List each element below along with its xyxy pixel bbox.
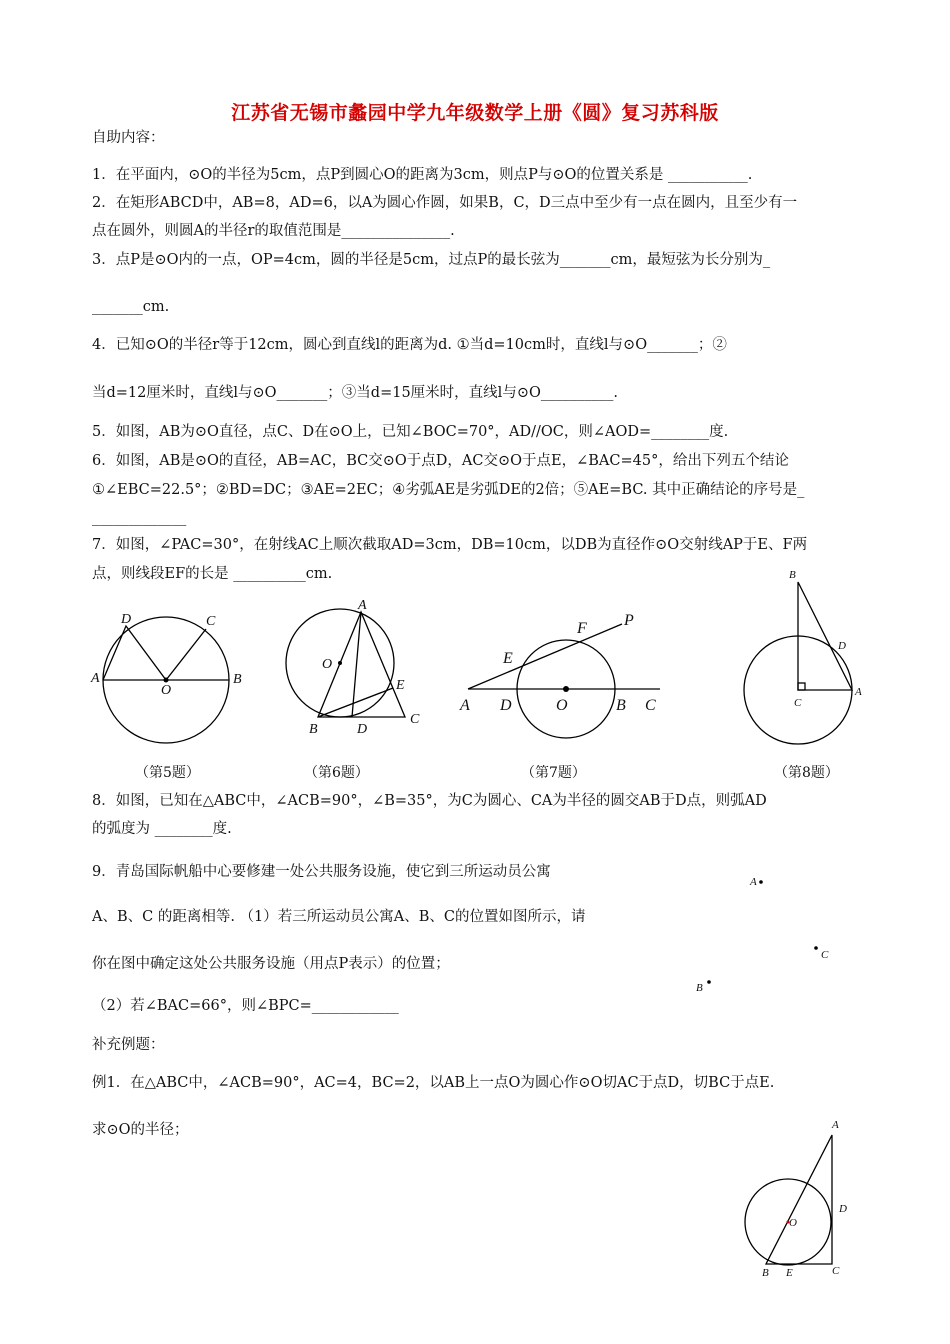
question-4-line-1: 4．已知⊙O的半径r等于12cm，圆心到直线l的距离为d. ①当d=10cm时，直线l与⊙O_______；② bbox=[92, 337, 727, 353]
question-2-line-2: 点在圆外，则圆A的半径r的取值范围是_______________. bbox=[92, 223, 455, 239]
fig8-label-d: D bbox=[838, 640, 846, 652]
fig9-label-c: C bbox=[821, 949, 829, 961]
fig5-label-d: D bbox=[121, 612, 132, 627]
question-8-line-1: 8．如图，已知在△ABC中，∠ACB=90°，∠B=35°，为C为圆心、CA为半径的圆交AB于D点，则弧AD bbox=[92, 793, 767, 809]
ex-label-b: B bbox=[762, 1267, 769, 1279]
fig7-label-a: A bbox=[460, 697, 470, 714]
fig9-label-b: B bbox=[696, 982, 703, 994]
question-8-line-2: 的弧度为 ________度. bbox=[92, 821, 232, 837]
caption-fig7: （第7题） bbox=[521, 765, 586, 781]
fig7-label-c: C bbox=[645, 697, 656, 714]
fig7-label-f: F bbox=[577, 620, 587, 637]
question-9-line-1: 9．青岛国际帆船中心要修建一处公共服务设施，使它到三所运动员公寓 bbox=[92, 864, 551, 880]
fig6-label-d: D bbox=[357, 722, 368, 737]
fig8-label-b: B bbox=[789, 569, 796, 581]
document-title: 江苏省无锡市蠡园中学九年级数学上册《圆》复习苏科版 bbox=[231, 102, 719, 124]
example-1-line-2: 求⊙O的半径； bbox=[92, 1122, 189, 1138]
fig7-label-o: O bbox=[556, 697, 568, 714]
fig9-point-b bbox=[707, 980, 711, 984]
question-6-line-1: 6．如图，AB是⊙O的直径，AB=AC，BC交⊙O于点D，AC交⊙O于点E，∠BAC=45°，给出下列五个结论 bbox=[92, 453, 789, 469]
question-1: 1．在平面内，⊙O的半径为5cm，点P到圆心O的距离为3cm，则点P与⊙O的位置关系是 ___________. bbox=[92, 167, 753, 183]
caption-fig5: （第5题） bbox=[135, 765, 200, 781]
question-9-line-4: （2）若∠BAC=66°，则∠BPC=____________ bbox=[92, 998, 399, 1014]
fig5-label-b: B bbox=[233, 672, 242, 687]
question-2-line-1: 2．在矩形ABCD中，AB=8，AD=6，以A为圆心作圆，如果B，C，D三点中至少有一点在圆内，且至少有一 bbox=[92, 195, 798, 211]
fig8-label-c: C bbox=[794, 697, 802, 709]
question-9-line-3: 你在图中确定这处公共服务设施（用点P表示）的位置； bbox=[92, 956, 450, 972]
fig6-label-o: O bbox=[322, 657, 333, 672]
fig6-label-c: C bbox=[410, 712, 420, 727]
fig7-label-b: B bbox=[616, 697, 626, 714]
fig6-center-dot bbox=[338, 661, 342, 665]
ex-label-e: E bbox=[786, 1267, 793, 1279]
question-3-line-1: 3．点P是⊙O内的一点，OP=4cm，圆的半径是5cm，过点P的最长弦为_______cm，最短弦为长分别为_ bbox=[92, 252, 771, 268]
fig9-point-a bbox=[759, 880, 763, 884]
question-3-line-2: _______cm. bbox=[92, 299, 170, 315]
fig5-chords bbox=[103, 626, 206, 680]
section-self-study: 自助内容： bbox=[92, 130, 165, 146]
fig8-label-a: A bbox=[855, 686, 862, 698]
ex-label-o: O bbox=[789, 1217, 797, 1229]
fig7-label-p: P bbox=[624, 612, 634, 629]
fig7-ray-ap bbox=[468, 624, 622, 689]
fig6-label-e: E bbox=[396, 678, 405, 693]
fig7-center-dot bbox=[563, 686, 569, 692]
caption-fig8: （第8题） bbox=[774, 765, 839, 781]
question-7-line-2: 点，则线段EF的长是 __________cm. bbox=[92, 566, 333, 582]
fig6-segment-be bbox=[318, 688, 393, 717]
fig8-right-angle-mark bbox=[798, 683, 805, 690]
ex-triangle bbox=[766, 1135, 832, 1264]
ex-label-c: C bbox=[832, 1265, 840, 1277]
fig5-label-a: A bbox=[91, 671, 100, 686]
fig7-label-e: E bbox=[503, 650, 513, 667]
question-4-line-2: 当d=12厘米时，直线l与⊙O_______；③当d=15厘米时，直线l与⊙O__________. bbox=[92, 385, 618, 401]
question-5: 5．如图，AB为⊙O直径，点C、D在⊙O上，已知∠BOC=70°，AD//OC，则∠AOD=________度. bbox=[92, 424, 729, 440]
ex-label-a: A bbox=[832, 1119, 839, 1131]
question-6-line-2: ①∠EBC=22.5°；②BD=DC；③AE=2EC；④劣弧AE是劣弧DE的2倍；⑤AE=BC. 其中正确结论的序号是_ bbox=[92, 482, 805, 498]
question-9-line-2: A、B、C 的距离相等. （1）若三所运动员公寓A、B、C的位置如图所示，请 bbox=[92, 909, 586, 925]
question-7-line-1: 7．如图，∠PAC=30°，在射线AC上顺次截取AD=3cm，DB=10cm，以DB为直径作⊙O交射线AP于E、F两 bbox=[92, 537, 808, 553]
question-6-line-3: _____________ bbox=[92, 510, 187, 526]
fig7-label-d: D bbox=[500, 697, 512, 714]
fig9-label-a: A bbox=[750, 876, 757, 888]
fig5-label-o: O bbox=[161, 683, 172, 698]
caption-fig6: （第6题） bbox=[304, 765, 369, 781]
fig9-point-c bbox=[814, 946, 818, 950]
fig6-label-a: A bbox=[358, 598, 367, 613]
example-1-line-1: 例1．在△ABC中，∠ACB=90°，AC=4，BC=2，以AB上一点O为圆心作⊙O切AC于点D，切BC于点E. bbox=[92, 1075, 775, 1091]
supplementary-heading: 补充例题： bbox=[92, 1037, 165, 1053]
fig6-label-b: B bbox=[309, 722, 318, 737]
fig5-center-dot bbox=[164, 678, 169, 683]
fig5-label-c: C bbox=[206, 614, 216, 629]
ex-label-d: D bbox=[839, 1203, 847, 1215]
